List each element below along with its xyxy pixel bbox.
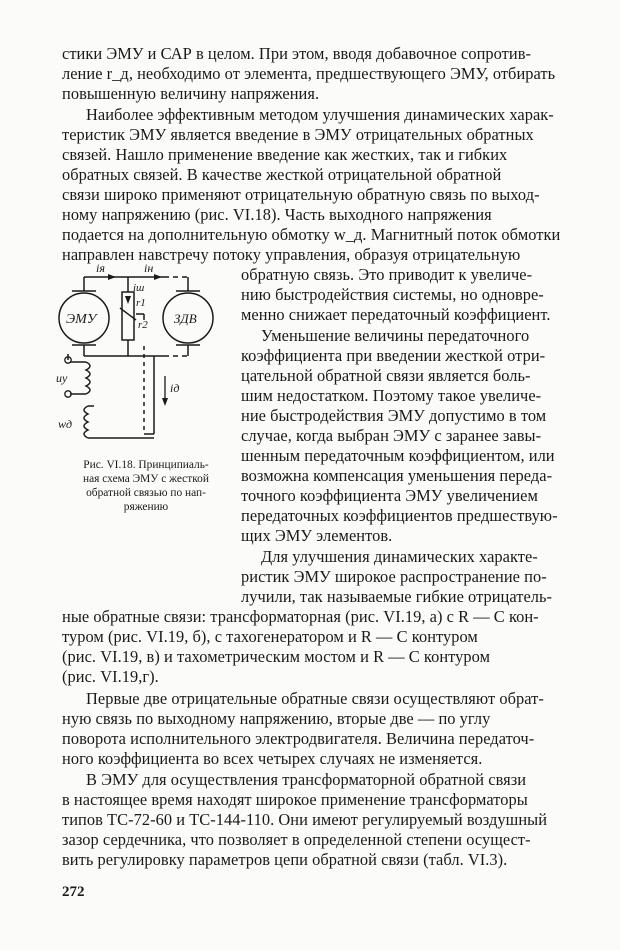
text-line: лучили, так называемые гибкие отрицатель- <box>241 587 553 606</box>
text-line: стики ЭМУ и САР в целом. При этом, вводя добавочное сопротив- <box>62 44 532 63</box>
w-d-label: wд <box>58 417 73 431</box>
text-line: теристик ЭМУ является введение в ЭМУ отрицательных обратных <box>62 125 534 144</box>
text-line: Первые две отрицательные обратные связи осуществляют обрат- <box>86 689 544 708</box>
text-line: Для улучшения динамических характе- <box>261 547 538 566</box>
i-sh-label: iш <box>133 282 145 294</box>
i-d-label: iд <box>170 381 180 395</box>
text-line: В ЭМУ для осуществления трансформаторной обратной связи <box>86 770 527 789</box>
text-line: шим недостатком. Поэтому такое увеличе- <box>241 386 542 405</box>
caption-line: ряжению <box>123 501 169 513</box>
text-line: связей. Нашло применение введение как жестких, так и гибких <box>62 145 508 164</box>
text-line: (рис. VI.19,г). <box>62 667 159 686</box>
caption-line: ная схема ЭМУ с жесткой <box>83 473 209 485</box>
caption-line: Рис. VI.18. Принципиаль- <box>83 459 209 471</box>
u-y-label: uу <box>56 371 68 385</box>
emu-label: ЭМУ <box>66 312 97 327</box>
caption-line: обратной связью по нап- <box>86 487 206 499</box>
i-n-label: iн <box>144 261 154 275</box>
text-line: поворота исполнительного электродвигателя. Величина передаточ- <box>62 729 535 748</box>
text-line: точного коэффициента ЭМУ увеличением <box>241 486 538 505</box>
text-line: типов ТС-72-60 и ТС-144-110. Они имеют регулируемый воздушный <box>62 810 548 829</box>
text-line: в настоящее время находят широкое применение трансформаторы <box>62 790 528 809</box>
zdv-label: ЗДВ <box>174 311 197 326</box>
text-line: вить регулировку параметров цепи обратной связи (табл. VI.3). <box>62 850 508 869</box>
text-line: возможна компенсация уменьшения переда- <box>241 466 553 485</box>
feedback-coil <box>84 406 88 438</box>
text-line: обратную связь. Это приводит к увеличе- <box>241 265 533 284</box>
text-line: щих ЭМУ элементов. <box>241 526 393 545</box>
text-line: ристик ЭМУ широкое распространение по- <box>241 567 547 586</box>
text-line: подается на дополнительную обмотку w_д. Магнитный поток обмотки <box>62 225 561 244</box>
text-line: Наиболее эффективным методом улучшения динамических харак- <box>86 105 554 124</box>
text-line: ного коэффициента во всех четырех случаях не изменяется. <box>62 749 483 768</box>
text-line: менно снижает передаточный коэффициент. <box>241 305 551 324</box>
text-line: шенным передаточным коэффициентом, или <box>241 446 555 465</box>
text-line: зазор сердечника, что позволяет в определенной степени осущест- <box>62 830 531 849</box>
control-coil <box>86 362 90 394</box>
text-line: повышенную величину напряжения. <box>62 84 320 103</box>
page-number: 272 <box>62 884 85 900</box>
text-line: ние быстродействия ЭМУ допустимо в том <box>241 406 547 425</box>
text-line: случае, когда выбран ЭМУ с заранее завы- <box>241 426 542 445</box>
text-line: ление r_д, необходимо от элемента, предшествующего ЭМУ, отбирать <box>62 64 556 83</box>
text-line: ные обратные связи: трансформаторная (рис. VI.19, а) с R — C кон- <box>62 607 539 626</box>
text-line: нию быстродействия системы, но одновре- <box>241 285 544 304</box>
text-line: передаточных коэффициентов предшествую- <box>241 506 558 525</box>
i-ya-label: iя <box>96 261 105 275</box>
text-line: (рис. VI.19, в) и тахометрическим мостом и R — C контуром <box>62 647 491 666</box>
text-line: связи широко применяют отрицательную обратную связь по выход- <box>62 185 540 204</box>
text-line: ному напряжению (рис. VI.18). Часть выходного напряжения <box>62 205 492 224</box>
text-line: коэффициента при введении жесткой отри- <box>241 346 546 365</box>
r2-label: r2 <box>138 319 148 331</box>
r1-label: r1 <box>136 297 146 309</box>
text-line: туром (рис. VI.19, б), с тахогенератором и R — C контуром <box>62 627 478 646</box>
circuit-diagram <box>56 258 236 458</box>
text-line: Уменьшение величины передаточного <box>261 326 530 345</box>
text-line: ную связь по выходному напряжению, вторые две — по углу <box>62 709 491 728</box>
text-line: направлен навстречу потоку управления, образуя отрицательную <box>62 245 521 264</box>
text-line: обратных связей. В качестве жесткой отрицательной обратной <box>62 165 502 184</box>
text-line: цательной обратной связи является боль- <box>241 366 531 385</box>
